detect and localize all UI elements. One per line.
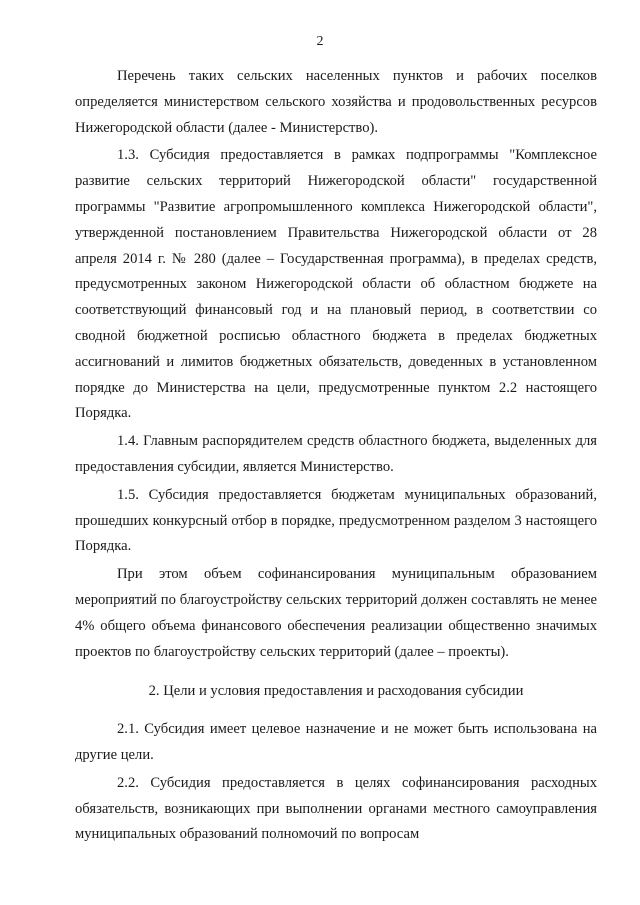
paragraph-1-4: 1.4. Главным распорядителем средств областного бюджета, выделенных для предоставления субсидии, является Министерство. [75,433,597,475]
paragraph-settlements-list: Перечень таких сельских населенных пунктов и рабочих поселков определяется министерством сельского хозяйства и продовольственных ресурсов Нижегородской области (далее - Министерство). [75,68,597,136]
paragraph-cofinancing: При этом объем софинансирования муниципальным образованием мероприятий по благоустройству сельских территорий должен составлять не менее 4% общего объема финансового обеспечения реализации общественно значимых проектов по благоустройству сельских территорий (далее – проекты). [75,566,597,660]
page-number: 2 [316,34,324,49]
paragraph-1-3: 1.3. Субсидия предоставляется в рамках подпрограммы "Комплексное развитие сельских территорий Нижегородской области" государственной программы "Развитие агропромышленного комплекса Нижегородской области", утвержденной постановлением Правительства Нижегородской области от 28 апреля 2014 г. № 280 (далее – Государственная программа), в пределах средств, предусмотренных законом Нижегородской области об областном бюджете на соответствующий финансовый год и на плановый период, в соответствии со сводной бюджетной росписью областного бюджета в пределах бюджетных ассигнований и лимитов бюджетных обязательств, доведенных в установленном порядке до Министерства на цели, предусмотренные пунктом 2.2 настоящего Порядка. [75,147,597,422]
paragraph-1-5: 1.5. Субсидия предоставляется бюджетам муниципальных образований, прошедших конкурсный отбор в порядке, предусмотренном разделом 3 настоящего Порядка. [75,486,597,555]
document-body [75,64,597,850]
paragraph-2-1: 2.1. Субсидия имеет целевое назначение и не может быть использована на другие цели. [75,721,597,763]
section-heading: 2. Цели и условия предоставления и расходования субсидии [148,683,524,700]
paragraph-2-2: 2.2. Субсидия предоставляется в целях софинансирования расходных обязательств, возникающих при выполнении органами местного самоуправления муниципальных образований полномочий по вопросам [75,774,597,843]
